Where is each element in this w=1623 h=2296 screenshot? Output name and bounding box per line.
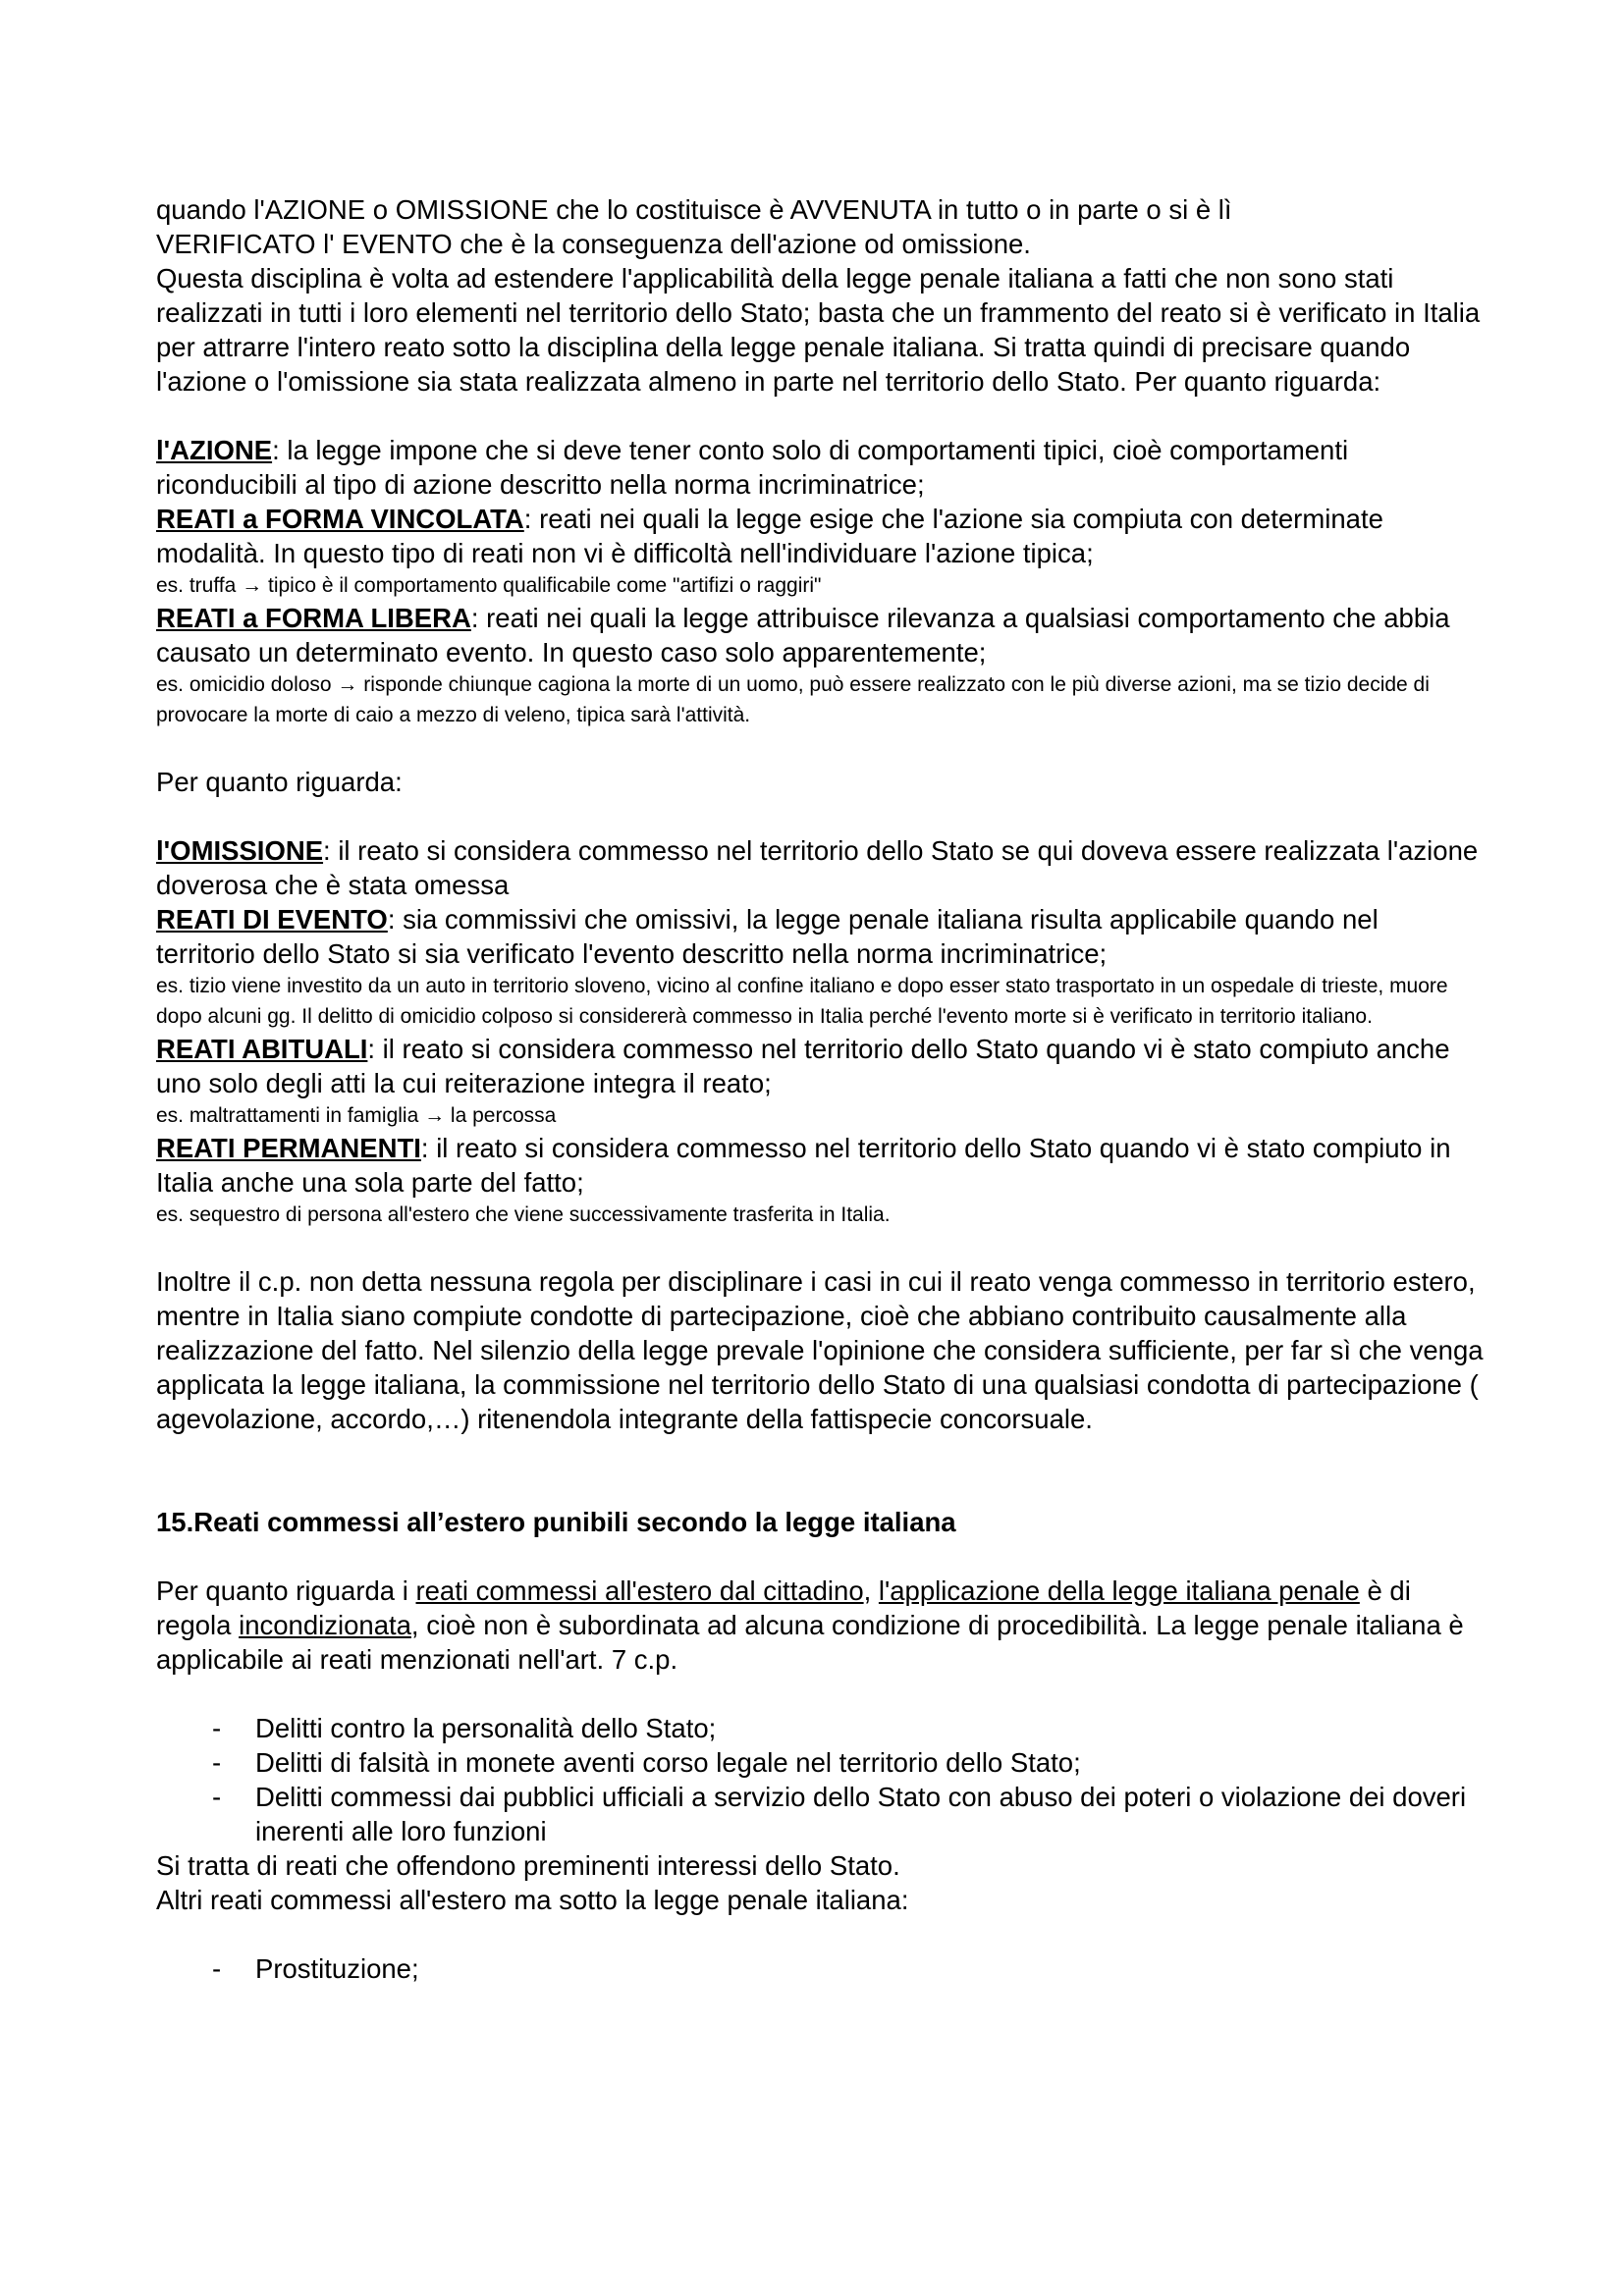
section-15-text-start: Per quanto riguarda i [156,1575,416,1606]
forma-vincolata-term: REATI a FORMA VINCOLATA [156,504,524,534]
omissione-paragraph [156,833,1484,902]
reati-evento-paragraph [156,902,1484,971]
reati-permanenti-term: REATI PERMANENTI [156,1133,421,1163]
reati-abituali-text: : il reato si considera commesso nel territorio dello Stato quando vi è stato compiuto anche uno solo degli atti la cui reiterazione integra il reato; [156,1034,1450,1098]
section-15-text-end: , cioè non è subordinata ad alcuna condizione di procedibilità. La legge penale italiana è applicabile ai reati menzionati nell'art. 7 c.p. [156,1610,1464,1675]
azione-text: : la legge impone che si deve tener conto solo di comportamenti tipici, cioè comportamenti riconducibili al tipo di azione descritto nella norma incriminatrice; [156,435,1349,500]
reati-permanenti-text: : il reato si considera commesso nel territorio dello Stato quando vi è stato compiuto in Italia anche una sola parte del fatto; [156,1133,1451,1198]
azione-term: l'AZIONE [156,435,273,465]
forma-vincolata-text: : reati nei quali la legge esige che l'azione sia compiuta con determinate modalità. In questo tipo di reati non vi è difficoltà nell'individuare l'azione tipica; [156,504,1383,568]
dash-bullet: - [212,1782,222,1812]
list-item [156,1780,1484,1848]
reati-evento-example: es. tizio viene investito da un auto in territorio sloveno, vicino al confine italiano e dopo esser stato trasportato in un ospedale di trieste, muore dopo alcuni gg. Il delitto di omicidio colposo si considererà commesso in Italia perché l'evento morte si è verificato in territorio italiano. [156,975,1448,1028]
preminenti-interessi-line: Si tratta di reati che offendono preminenti interessi dello Stato. [156,1850,900,1881]
delitti-list [156,1711,1484,1848]
reati-abituali-paragraph [156,1032,1484,1100]
list-item-text: Delitti contro la personalità dello Stato; [255,1713,717,1743]
reati-evento-term: REATI DI EVENTO [156,904,388,934]
section-15-text-mid1: , [863,1575,879,1606]
reati-abituali-example: es. maltrattamenti in famiglia → la percossa [156,1104,557,1127]
omissione-term: l'OMISSIONE [156,835,324,866]
forma-libera-text: : reati nei quali la legge attribuisce rilevanza a qualsiasi comportamento che abbia causato un determinato evento. In questo caso solo apparentemente; [156,603,1450,667]
dash-bullet: - [212,1953,222,1984]
azione-paragraph [156,433,1484,502]
list-item [156,1951,1484,1986]
document-page [156,192,1484,1986]
section-15-paragraph [156,1574,1484,1677]
incondizionata-underlined: incondizionata [239,1610,411,1640]
reati-permanenti-paragraph [156,1131,1484,1200]
reati-permanenti-example: es. sequestro di persona all'estero che viene successivamente trasferita in Italia. [156,1203,891,1226]
forma-libera-paragraph [156,601,1484,669]
reati-abituali-term: REATI ABITUALI [156,1034,368,1064]
forma-vincolata-paragraph [156,502,1484,570]
intro-paragraph: Questa disciplina è volta ad estendere l'applicabilità della legge penale italiana a fatti che non sono stati realizzati in tutti i loro elementi nel territorio dello Stato; basta che un frammento del reato si è verificato in Italia per attrarre l'intero reato sotto la disciplina della legge penale italiana. Si tratta quindi di precisare quando l'azione o l'omissione sia stata realizzata almeno in parte nel territorio dello Stato. Per quanto riguarda: [156,263,1481,397]
intro-line-1: quando l'AZIONE o OMISSIONE che lo costituisce è AVVENUTA in tutto o in parte o si è lì [156,194,1232,225]
list-item-text: Prostituzione; [255,1953,419,1984]
dash-bullet: - [212,1713,222,1743]
list-item-text: Delitti commessi dai pubblici ufficiali a servizio dello Stato con abuso dei poteri o violazione dei doveri inerenti alle loro funzioni [255,1782,1467,1846]
reati-estero-underlined: reati commessi all'estero dal cittadino [415,1575,864,1606]
forma-libera-example: es. omicidio doloso → risponde chiunque cagiona la morte di un uomo, può essere realizzato con le più diverse azioni, ma se tizio decide di provocare la morte di caio a mezzo di veleno, tipica sarà l'attività. [156,673,1430,726]
list-item-text: Delitti di falsità in monete aventi corso legale nel territorio dello Stato; [255,1747,1081,1778]
section-15-text-mid2: è di regola [156,1575,1411,1640]
per-quanto-riguarda: Per quanto riguarda: [156,767,403,797]
altri-reati-line: Altri reati commessi all'estero ma sotto la legge penale italiana: [156,1885,909,1915]
applicazione-legge-underlined: l'applicazione della legge italiana penale [878,1575,1360,1606]
inoltre-paragraph: Inoltre il c.p. non detta nessuna regola per disciplinare i casi in cui il reato venga commesso in territorio estero, mentre in Italia siano compiute condotte di partecipazione, cioè che abbiano contribuito causalmente alla realizzazione del fatto. Nel silenzio della legge prevale l'opinione che considera sufficiente, per far sì che venga applicata la legge italiana, la commissione nel territorio dello Stato di una qualsiasi condotta di partecipazione ( agevolazione, accordo,…) ritenendola integrante della fattispecie concorsuale. [156,1266,1484,1434]
list-item [156,1745,1484,1780]
dash-bullet: - [212,1747,222,1778]
forma-libera-term: REATI a FORMA LIBERA [156,603,471,633]
altri-reati-list [156,1951,1484,1986]
omissione-text: : il reato si considera commesso nel territorio dello Stato se qui doveva essere realizzata l'azione doverosa che è stata omessa [156,835,1479,900]
section-15-heading: 15.Reati commessi all’estero punibili secondo la legge italiana [156,1507,956,1537]
forma-vincolata-example: es. truffa → tipico è il comportamento qualificabile come "artifizi o raggiri" [156,574,822,597]
list-item [156,1711,1484,1745]
intro-line-2: VERIFICATO l' EVENTO che è la conseguenza dell'azione od omissione. [156,229,1031,259]
reati-evento-text: : sia commissivi che omissivi, la legge penale italiana risulta applicabile quando nel territorio dello Stato si sia verificato l'evento descritto nella norma incriminatrice; [156,904,1379,969]
